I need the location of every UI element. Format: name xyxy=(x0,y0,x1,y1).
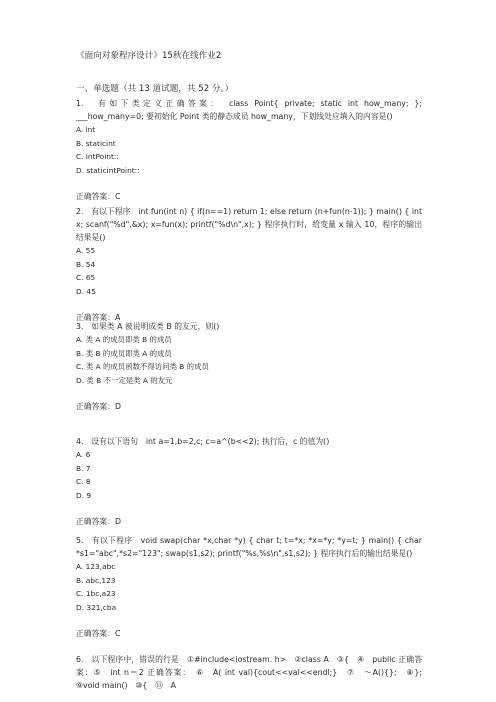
option-c: C. 类 A 的成员函数不得访问类 B 的成员 xyxy=(76,362,209,371)
section-header: 一、单选题（共 13 道试题，共 52 分。） xyxy=(76,84,234,94)
question-text: 2. 有以下程序 int fun(int n) { if(n==1) return 1; else return (n+fun(n-1)); } main() { int x; scanf("%d",&x); x=fun(x); printf("%d\n",x); } 程序执行时，给变量 x 输入 10，程序的输出结果是() xyxy=(76,207,422,242)
question-text: 5. 有以下程序 void swap(char *x,char *y) { char t; t=*x; *x=*y; *y=t; } main() { char *s1="abc",*s2="123"; swap(s1,s2); printf("%s,%s\n",s1,s2); } 程序执行后的输出结果是() xyxy=(76,536,422,558)
option-b: B. staticint xyxy=(76,138,116,148)
option-d: D. 45 xyxy=(76,286,96,296)
question-text: 1. 有如下类定义正确答案： class Point{ private; static int how_many; }; ___how_many=0; 要初始化 Point 类的静态成员 how_many，下划线处应填入的内容是() xyxy=(76,99,422,121)
question-text: 3. 如果类 A 被说明成类 B 的友元，则() xyxy=(76,322,220,331)
option-d: D. staticintPoint:: xyxy=(76,165,140,175)
document-title: 《面向对象程序设计》15秋在线作业2 xyxy=(76,51,222,61)
option-a: A. 123,abc xyxy=(76,562,116,571)
option-c: C. 1bc,a23 xyxy=(76,589,116,598)
question-4 xyxy=(76,435,422,528)
answer-line: 正确答案：D xyxy=(76,517,121,526)
option-b: B. abc,123 xyxy=(76,575,116,585)
answer-line: 正确答案：D xyxy=(76,402,121,411)
answer-line: 正确答案：C xyxy=(76,192,121,201)
option-c: C. intPoint:: xyxy=(76,152,119,161)
option-a: A. 类 A 的成员即类 B 的成员 xyxy=(76,335,172,344)
option-c: C. 65 xyxy=(76,273,96,282)
option-a: A. 6 xyxy=(76,450,91,459)
question-5 xyxy=(76,534,422,640)
question-3 xyxy=(76,320,422,413)
option-b: B. 类 B 的成员即类 A 的成员 xyxy=(76,348,172,358)
question-text: 4. 设有以下语句 int a=1,b=2,c; c=a^(b<<2); 执行后，c 的值为() xyxy=(76,437,330,446)
option-c: C. 8 xyxy=(76,477,91,486)
question-6 xyxy=(76,653,430,692)
answer-line: 正确答案：A xyxy=(76,313,121,322)
option-a: A. 55 xyxy=(76,246,96,255)
option-d: D. 类 B 不一定是类 A 的友元 xyxy=(76,375,173,385)
option-b: B. 7 xyxy=(76,463,91,473)
question-1 xyxy=(76,97,422,203)
question-2 xyxy=(76,205,422,324)
option-d: D. 9 xyxy=(76,490,92,500)
option-d: D. 321,cba xyxy=(76,602,117,612)
answer-line: 正确答案：C xyxy=(76,629,121,638)
question-text: 6. 以下程序中，错误的行是 ①#include<iostream. h> ②class A ③{ ④ public 正确答案：⑤ int n＝2 正确答案： ⑥ A( int val){cout<<val<<endl;} ⑦ ～A(){}; ⑧}; ⑨void main() ⑩{ ⑪ A xyxy=(76,655,430,690)
option-b: B. 54 xyxy=(76,259,96,269)
option-a: A. int xyxy=(76,125,96,134)
